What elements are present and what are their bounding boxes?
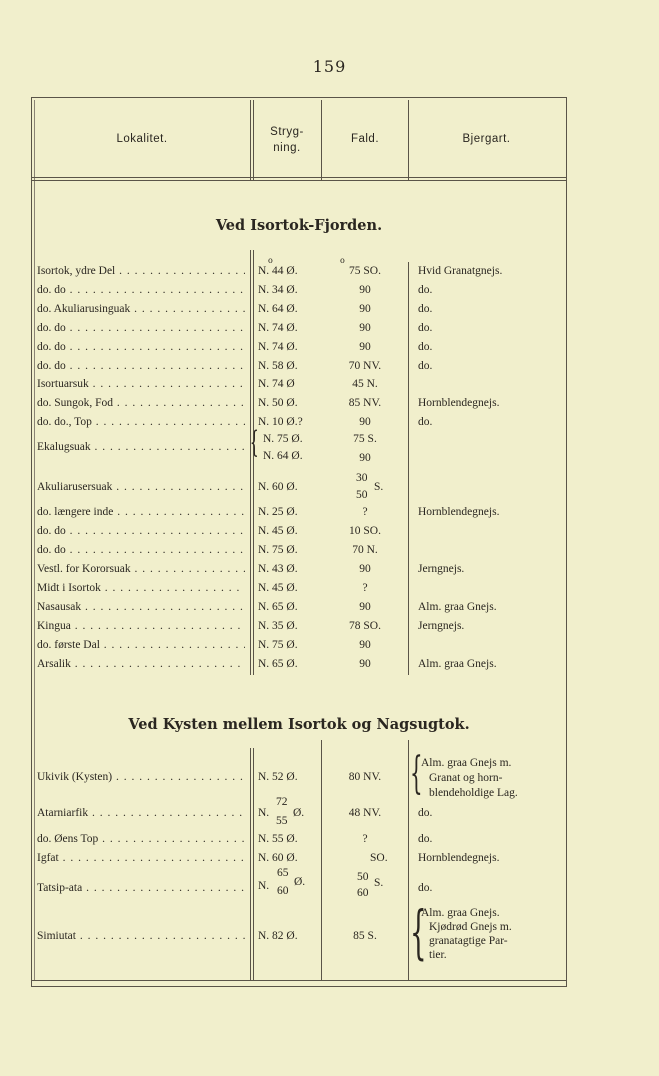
table-row-location: Isortuarsuk . . . (37, 377, 245, 391)
rock-value: Granat og horn- (429, 772, 503, 784)
table-row-location: do. do . . . (37, 524, 245, 538)
table-row-location: do. Sungok, Fod . . . (37, 396, 245, 410)
fald-value: 70 N. (352, 544, 378, 556)
table-row-location: do. do . . . (37, 321, 245, 335)
stryg-value: N. 34 Ø. (258, 283, 298, 296)
fald-value: ? (362, 582, 368, 594)
rock-value: Hornblendegnejs. (418, 852, 500, 864)
fald-direction: S. (374, 877, 384, 889)
brace-mark: { (410, 748, 423, 799)
rock-value: blendeholdige Lag. (429, 787, 518, 799)
stryg-value: N. 25 Ø. (258, 506, 298, 518)
stryg-value: N. 82 Ø. (258, 930, 298, 942)
stryg-value: N. 74 Ø. (258, 340, 298, 353)
rock-value: Hornblendegnejs. (418, 506, 500, 518)
degree-mark: o (340, 256, 345, 265)
fald-value-bottom: 50 (356, 489, 368, 501)
stryg-value: N. 58 Ø. (258, 359, 298, 372)
header-bjergart: Bjergart. (462, 133, 511, 145)
table-row-location: Ukivik (Kysten) . . . (37, 770, 245, 784)
stryg-value: N. 74 Ø (258, 378, 295, 391)
stryg-value: N. 50 Ø. (258, 397, 298, 410)
fald-value: 90 (359, 639, 371, 651)
table-row-location: Kingua . . . (37, 619, 245, 633)
rock-value: do. (418, 340, 433, 353)
fald-value: 75 SO. (349, 265, 381, 277)
fald-value: 48 NV. (348, 807, 382, 819)
table-row-location: do. Akuliarusinguak . . . (37, 302, 245, 316)
stryg-value: N. 65 Ø. (258, 658, 298, 670)
table-row-location: Simiutat . . . (37, 929, 245, 943)
stryg-value-top: 72 (276, 796, 288, 808)
header-stryg-line2: ning. (273, 142, 301, 154)
fald-value: 90 (359, 452, 371, 464)
section-title-kysten: Ved Kysten mellem Isortok og Nagsugtok. (128, 716, 470, 733)
table-row-location: do. do . . . (37, 359, 245, 373)
header-rule (31, 177, 566, 178)
table-row-location: do. do., Top . . . (37, 415, 245, 429)
stryg-value: N. 64 Ø. (258, 302, 298, 315)
table-row-location: Nasausak . . . (37, 600, 245, 614)
table-row-location: do. længere inde . . . (37, 505, 245, 519)
column-divider (408, 262, 409, 675)
fald-value: 90 (359, 563, 371, 575)
stryg-value: N. 75 Ø. (258, 639, 298, 651)
rock-value: Alm. graa Gnejs m. (421, 757, 512, 769)
rock-value: do. (418, 359, 433, 372)
table-row-location: do. Øens Top . . . (37, 832, 245, 846)
stryg-suffix: Ø. (294, 876, 306, 888)
fald-value: 80 NV. (348, 771, 382, 783)
table-row-location: do. do . . . (37, 340, 245, 354)
bottom-rule (31, 980, 566, 981)
table-row-location: do. første Dal . . . (37, 638, 245, 652)
rock-value: do. (418, 833, 433, 845)
section-title-isortok: Ved Isortok-Fjorden. (215, 217, 383, 234)
stryg-value: N. 10 Ø.? (258, 416, 303, 429)
stryg-value: N. 45 Ø. (258, 525, 298, 537)
stryg-value: N. 55 Ø. (258, 833, 298, 845)
table-row-location: Ekalugsuak . . . (37, 440, 245, 454)
header-divider (250, 100, 251, 180)
rock-value: Kjødrød Gnejs m. (429, 921, 512, 933)
table-row-location: Tatsip-ata . . . (37, 881, 245, 895)
fald-value: 10 SO. (349, 525, 381, 537)
header-rule (31, 180, 566, 181)
fald-value: 90 (359, 283, 371, 296)
table-row-location: Vestl. for Kororsuak . . . (37, 562, 245, 576)
brace-mark: { (410, 898, 427, 966)
stryg-value-bottom: 55 (276, 815, 288, 827)
table-row-location: do. do . . . (37, 543, 245, 557)
table-row-location: Arsalik . . . (37, 657, 245, 671)
header-stryg (254, 124, 320, 156)
stryg-value: N. 75 Ø. (258, 544, 298, 556)
table-row-location: Akuliarusersuak . . . (37, 480, 245, 494)
header-stryg-line1: Stryg- (270, 126, 304, 138)
fald-value: ? (362, 833, 368, 845)
stryg-prefix: N. (258, 807, 270, 819)
stryg-value: N. 74 Ø. (258, 321, 298, 334)
rock-value: Hvid Granatgnejs. (418, 265, 503, 277)
column-divider (250, 250, 251, 675)
fald-value: 45 N. (352, 378, 378, 391)
fald-value-top: 50 (357, 871, 369, 883)
stryg-value: N. 65 Ø. (258, 601, 298, 613)
fald-value: 90 (359, 340, 371, 353)
fald-value: 78 SO. (349, 620, 381, 632)
degree-mark: o (268, 256, 273, 265)
column-divider (250, 748, 251, 980)
fald-value: 85 S. (353, 930, 377, 942)
page-number: 159 (312, 57, 347, 76)
rock-value: Jerngnejs. (418, 563, 465, 575)
table-row-location: Atarniarfik . . . (37, 806, 245, 820)
rock-value: Hornblendegnejs. (418, 397, 500, 410)
fald-value: 90 (359, 658, 371, 670)
rock-value: do. (418, 416, 433, 429)
fald-direction: S. (374, 481, 384, 493)
fald-value: SO. (370, 852, 388, 864)
fald-value: 90 (359, 302, 371, 315)
table-row-location: do. do . . . (37, 283, 245, 297)
rock-value: granatagtige Par- (429, 935, 508, 947)
stryg-value: N. 60 Ø. (258, 481, 298, 493)
stryg-value: N. 35 Ø. (258, 620, 298, 632)
fald-value-bottom: 60 (357, 887, 369, 899)
rock-value: do. (418, 302, 433, 315)
rock-value: Alm. graa Gnejs. (418, 658, 497, 670)
fald-value: 90 (359, 601, 371, 613)
stryg-value: N. 43 Ø. (258, 563, 298, 575)
rock-value: tier. (429, 949, 447, 961)
stryg-value-bottom: 60 (277, 885, 289, 897)
table-row-location: Igfat . . . (37, 851, 245, 865)
column-divider (253, 748, 254, 980)
rock-value: Alm. graa Gnejs. (418, 601, 497, 613)
rock-value: do. (418, 321, 433, 334)
rock-value: do. (418, 882, 433, 894)
fald-value: 90 (359, 416, 371, 429)
header-lokalitet: Lokalitet. (116, 133, 168, 145)
stryg-value: N. 64 Ø. (263, 450, 303, 462)
stryg-suffix: Ø. (293, 807, 305, 819)
fald-value: 90 (359, 321, 371, 334)
stryg-value: N. 75 Ø. (263, 433, 303, 445)
brace-mark: { (250, 425, 259, 460)
stryg-value: N. 44 Ø. (258, 265, 298, 277)
rock-value: Jerngnejs. (418, 620, 465, 632)
rock-value: do. (418, 807, 433, 819)
column-divider (253, 250, 254, 675)
fald-value-top: 30 (356, 472, 368, 484)
stryg-value-top: 65 (277, 867, 289, 879)
stryg-prefix: N. (258, 880, 270, 892)
stryg-value: N. 45 Ø. (258, 582, 298, 594)
column-divider (408, 740, 409, 980)
fald-value: 85 NV. (348, 397, 382, 410)
stryg-value: N. 60 Ø. (258, 852, 298, 864)
header-fald: Fald. (350, 133, 380, 145)
fald-value: ? (362, 506, 368, 518)
stryg-value: N. 52 Ø. (258, 771, 298, 783)
table-row-location: Midt i Isortok . . . (37, 581, 245, 595)
fald-value: 70 NV. (348, 359, 382, 372)
rock-value: Alm. graa Gnejs. (421, 907, 500, 919)
rock-value: do. (418, 283, 433, 296)
table-row-location: Isortok, ydre Del . . . (37, 264, 245, 278)
fald-value: 75 S. (353, 433, 377, 445)
